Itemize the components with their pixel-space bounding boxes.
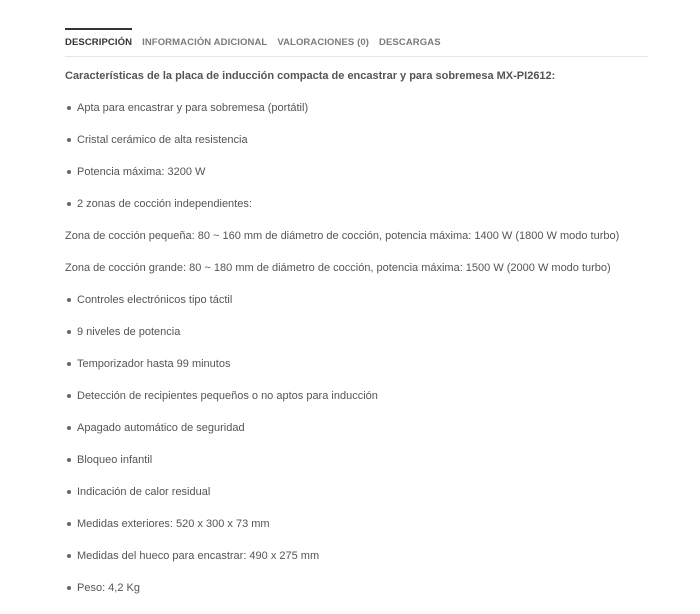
- list-item-text: Detección de recipientes pequeños o no aptos para inducción: [77, 390, 378, 402]
- bullet-icon: [67, 554, 71, 558]
- list-item-text: Controles electrónicos tipo táctil: [77, 294, 233, 306]
- bullet-icon: [67, 170, 71, 174]
- bullet-icon: [67, 330, 71, 334]
- list-item: [65, 356, 665, 372]
- tab-list: [65, 28, 648, 56]
- list-item: [65, 516, 665, 532]
- list-item: [65, 292, 665, 308]
- list-item: [65, 324, 665, 340]
- list-item-text: 9 niveles de potencia: [77, 326, 181, 338]
- bullet-icon: [67, 426, 71, 430]
- description-heading: Características de la placa de inducción compacta de encastrar y para sobremesa MX-PI2612:: [65, 70, 556, 82]
- list-item: [65, 164, 665, 180]
- list-item-text: Apagado automático de seguridad: [77, 422, 245, 434]
- feature-list: [65, 100, 665, 596]
- bullet-icon: [67, 362, 71, 366]
- product-tabs: [65, 28, 648, 57]
- list-item: [65, 452, 665, 468]
- list-item: [65, 132, 665, 148]
- list-item-text: Medidas exteriores: 520 x 300 x 73 mm: [77, 518, 270, 530]
- list-item: [65, 388, 665, 404]
- list-item: [65, 548, 665, 564]
- bullet-icon: [67, 138, 71, 142]
- description-panel: [65, 68, 665, 596]
- tab-informacion-adicional[interactable]: INFORMACIÓN ADICIONAL: [142, 37, 268, 48]
- bullet-icon: [67, 522, 71, 526]
- list-item: [65, 196, 665, 212]
- bullet-icon: [67, 106, 71, 110]
- list-item: [65, 484, 665, 500]
- list-item-text: Temporizador hasta 99 minutos: [77, 358, 231, 370]
- list-item-text: Indicación de calor residual: [77, 486, 211, 498]
- tab-descripcion[interactable]: DESCRIPCIÓN: [65, 28, 132, 56]
- list-item: [65, 580, 665, 596]
- list-item-text: Apta para encastrar y para sobremesa (portátil): [77, 102, 309, 114]
- list-text-line: [65, 260, 665, 276]
- list-item-text: 2 zonas de cocción independientes:: [77, 198, 252, 210]
- tab-valoraciones[interactable]: VALORACIONES (0): [277, 37, 370, 48]
- list-item: [65, 100, 665, 116]
- list-item-text: Zona de cocción pequeña: 80 ~ 160 mm de diámetro de cocción, potencia máxima: 1400 W (1800 W modo turbo): [65, 230, 620, 242]
- list-item: [65, 420, 665, 436]
- bullet-icon: [67, 586, 71, 590]
- tab-descargas[interactable]: DESCARGAS: [379, 37, 441, 48]
- list-item-text: Potencia máxima: 3200 W: [77, 166, 206, 178]
- list-item-text: Bloqueo infantil: [77, 454, 153, 466]
- list-item-text: Medidas del hueco para encastrar: 490 x 275 mm: [77, 550, 320, 562]
- list-text-line: [65, 228, 665, 244]
- bullet-icon: [67, 202, 71, 206]
- bullet-icon: [67, 298, 71, 302]
- bullet-icon: [67, 490, 71, 494]
- bullet-icon: [67, 394, 71, 398]
- list-item-text: Peso: 4,2 Kg: [77, 582, 140, 594]
- list-item-text: Cristal cerámico de alta resistencia: [77, 134, 248, 146]
- list-item-text: Zona de cocción grande: 80 ~ 180 mm de diámetro de cocción, potencia máxima: 1500 W (2000 W modo turbo): [65, 262, 611, 274]
- bullet-icon: [67, 458, 71, 462]
